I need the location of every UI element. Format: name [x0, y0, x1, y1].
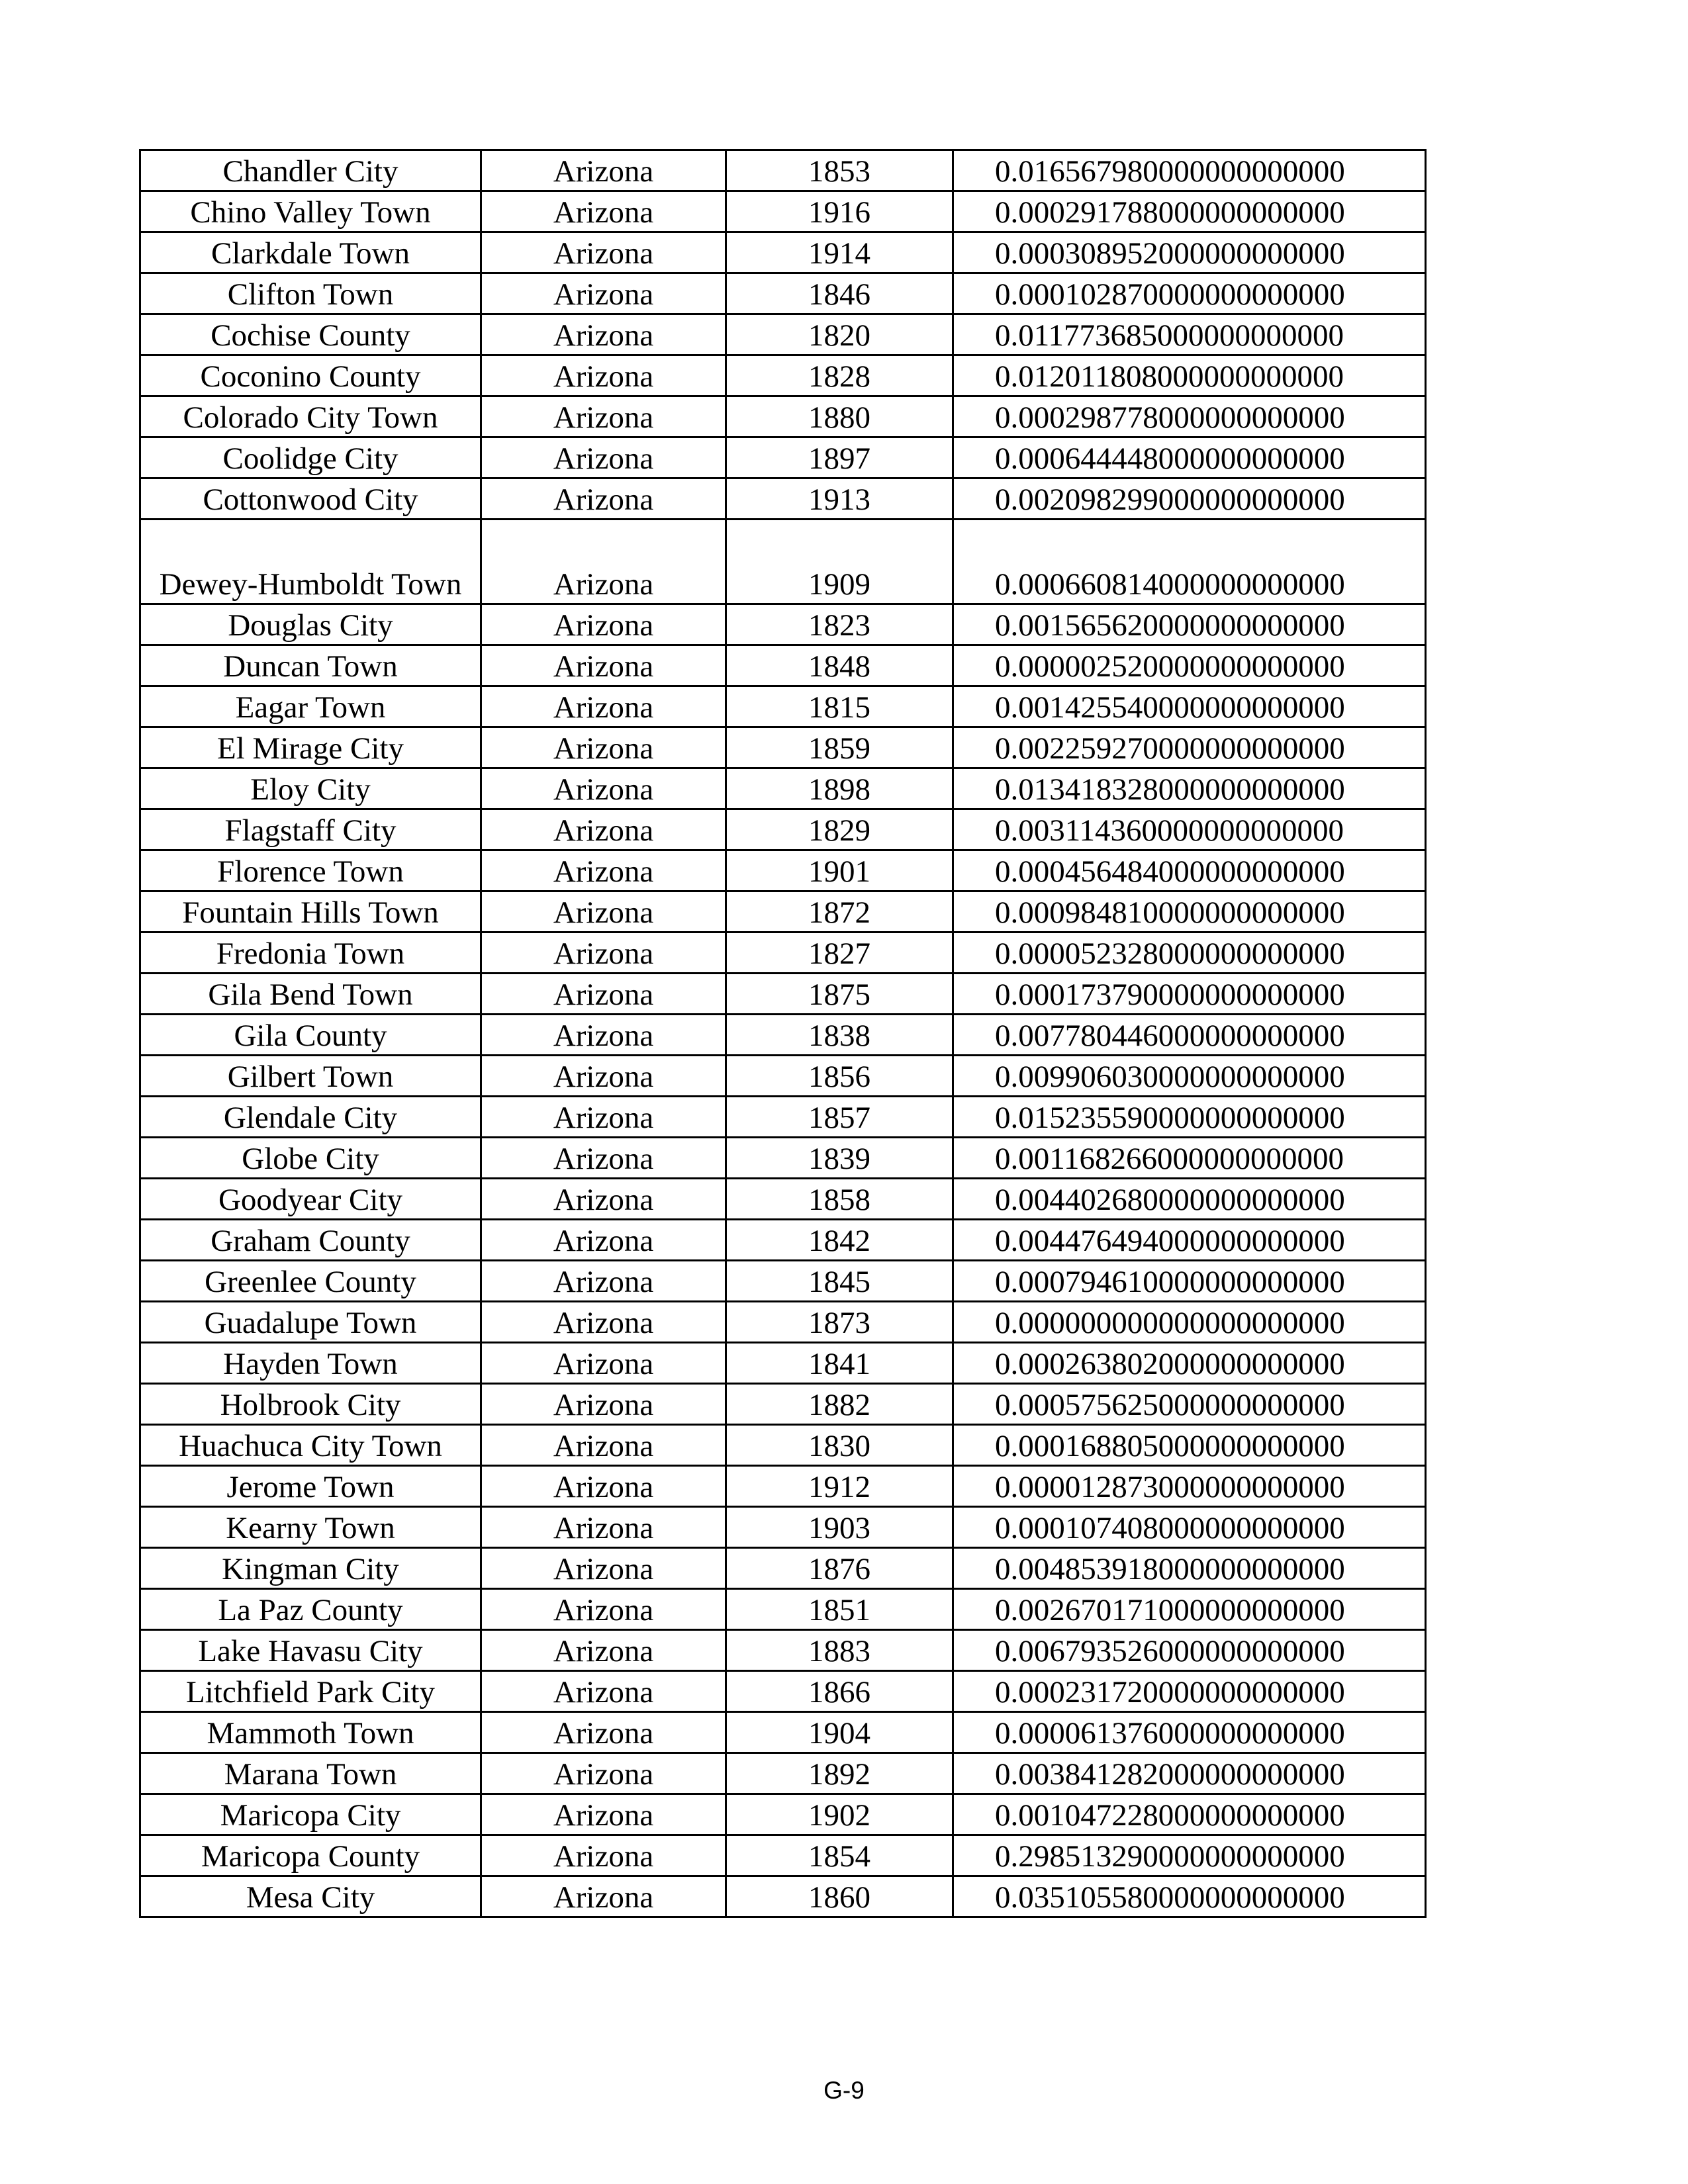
table-row — [140, 191, 1426, 232]
table-row — [140, 232, 1426, 273]
value-cell: 0.015235590000000000000 — [953, 1097, 1426, 1138]
state-cell: Arizona — [481, 1876, 726, 1917]
value-cell: 0.003114360000000000000 — [953, 809, 1426, 850]
table-row — [140, 1712, 1426, 1753]
value-cell: 0.000102870000000000000 — [953, 273, 1426, 314]
value-cell: 0.000456484000000000000 — [953, 850, 1426, 891]
state-cell: Arizona — [481, 768, 726, 809]
state-cell: Arizona — [481, 478, 726, 520]
state-cell: Arizona — [481, 809, 726, 850]
value-cell: 0.011773685000000000000 — [953, 314, 1426, 355]
entity-name-cell: Flagstaff City — [140, 809, 481, 850]
table-row — [140, 727, 1426, 768]
entity-name-cell: Glendale City — [140, 1097, 481, 1138]
table-row — [140, 150, 1426, 191]
entity-name-cell: Chino Valley Town — [140, 191, 481, 232]
entity-name-cell: El Mirage City — [140, 727, 481, 768]
state-cell: Arizona — [481, 1384, 726, 1425]
value-cell: 0.016567980000000000000 — [953, 150, 1426, 191]
id-cell: 1902 — [726, 1794, 953, 1835]
value-cell: 0.035105580000000000000 — [953, 1876, 1426, 1917]
value-cell: 0.000291788000000000000 — [953, 191, 1426, 232]
state-cell: Arizona — [481, 727, 726, 768]
table-row — [140, 396, 1426, 437]
value-cell: 0.000168805000000000000 — [953, 1425, 1426, 1466]
state-cell: Arizona — [481, 1261, 726, 1302]
state-cell: Arizona — [481, 1753, 726, 1794]
value-cell: 0.007780446000000000000 — [953, 1015, 1426, 1056]
id-cell: 1815 — [726, 686, 953, 727]
table-row — [140, 768, 1426, 809]
entity-name-cell: Fountain Hills Town — [140, 891, 481, 933]
id-cell: 1897 — [726, 437, 953, 478]
value-cell: 0.000061376000000000000 — [953, 1712, 1426, 1753]
entity-name-cell: Clarkdale Town — [140, 232, 481, 273]
table-row — [140, 1835, 1426, 1876]
entity-name-cell: Fredonia Town — [140, 933, 481, 974]
entity-name-cell: Kearny Town — [140, 1507, 481, 1548]
value-cell: 0.013418328000000000000 — [953, 768, 1426, 809]
table-row — [140, 1466, 1426, 1507]
entity-name-cell: Mesa City — [140, 1876, 481, 1917]
entity-name-cell: Maricopa City — [140, 1794, 481, 1835]
id-cell: 1848 — [726, 645, 953, 686]
table-row — [140, 1425, 1426, 1466]
id-cell: 1856 — [726, 1056, 953, 1097]
value-cell: 0.004402680000000000000 — [953, 1179, 1426, 1220]
id-cell: 1880 — [726, 396, 953, 437]
id-cell: 1873 — [726, 1302, 953, 1343]
id-cell: 1830 — [726, 1425, 953, 1466]
id-cell: 1854 — [726, 1835, 953, 1876]
table-row — [140, 1261, 1426, 1302]
state-cell: Arizona — [481, 1671, 726, 1712]
entity-name-cell: Mammoth Town — [140, 1712, 481, 1753]
value-cell: 0.000263802000000000000 — [953, 1343, 1426, 1384]
id-cell: 1838 — [726, 1015, 953, 1056]
table-row — [140, 1056, 1426, 1097]
entity-name-cell: Maricopa County — [140, 1835, 481, 1876]
id-cell: 1914 — [726, 232, 953, 273]
state-cell: Arizona — [481, 850, 726, 891]
id-cell: 1829 — [726, 809, 953, 850]
state-cell: Arizona — [481, 1548, 726, 1589]
state-cell: Arizona — [481, 1835, 726, 1876]
id-cell: 1875 — [726, 974, 953, 1015]
state-cell: Arizona — [481, 933, 726, 974]
table-row — [140, 1589, 1426, 1630]
table-row — [140, 1220, 1426, 1261]
table-row — [140, 645, 1426, 686]
table-row — [140, 1548, 1426, 1589]
table-row — [140, 1138, 1426, 1179]
table-row — [140, 314, 1426, 355]
value-cell: 0.000660814000000000000 — [953, 520, 1426, 604]
state-cell: Arizona — [481, 645, 726, 686]
id-cell: 1913 — [726, 478, 953, 520]
value-cell: 0.298513290000000000000 — [953, 1835, 1426, 1876]
entity-name-cell: Eloy City — [140, 768, 481, 809]
entity-name-cell: Coolidge City — [140, 437, 481, 478]
value-cell: 0.009906030000000000000 — [953, 1056, 1426, 1097]
state-cell: Arizona — [481, 355, 726, 396]
id-cell: 1883 — [726, 1630, 953, 1671]
state-cell: Arizona — [481, 1015, 726, 1056]
id-cell: 1882 — [726, 1384, 953, 1425]
value-cell: 0.002259270000000000000 — [953, 727, 1426, 768]
value-cell: 0.001168266000000000000 — [953, 1138, 1426, 1179]
value-cell: 0.000012873000000000000 — [953, 1466, 1426, 1507]
state-cell: Arizona — [481, 1794, 726, 1835]
state-cell: Arizona — [481, 232, 726, 273]
table-row — [140, 1015, 1426, 1056]
entity-name-cell: Guadalupe Town — [140, 1302, 481, 1343]
state-cell: Arizona — [481, 891, 726, 933]
value-cell: 0.000298778000000000000 — [953, 396, 1426, 437]
table-row — [140, 891, 1426, 933]
state-cell: Arizona — [481, 1179, 726, 1220]
value-cell: 0.002098299000000000000 — [953, 478, 1426, 520]
state-cell: Arizona — [481, 1097, 726, 1138]
entity-name-cell: Clifton Town — [140, 273, 481, 314]
id-cell: 1845 — [726, 1261, 953, 1302]
value-cell: 0.001565620000000000000 — [953, 604, 1426, 645]
id-cell: 1853 — [726, 150, 953, 191]
table-row — [140, 1097, 1426, 1138]
entity-name-cell: Gila County — [140, 1015, 481, 1056]
entity-name-cell: Coconino County — [140, 355, 481, 396]
state-cell: Arizona — [481, 686, 726, 727]
table-row — [140, 1179, 1426, 1220]
table-row — [140, 437, 1426, 478]
value-cell: 0.004476494000000000000 — [953, 1220, 1426, 1261]
state-cell: Arizona — [481, 1425, 726, 1466]
id-cell: 1860 — [726, 1876, 953, 1917]
id-cell: 1904 — [726, 1712, 953, 1753]
id-cell: 1858 — [726, 1179, 953, 1220]
id-cell: 1857 — [726, 1097, 953, 1138]
entity-name-cell: Douglas City — [140, 604, 481, 645]
entity-name-cell: Globe City — [140, 1138, 481, 1179]
id-cell: 1828 — [726, 355, 953, 396]
table-row — [140, 273, 1426, 314]
entity-name-cell: Eagar Town — [140, 686, 481, 727]
state-cell: Arizona — [481, 1507, 726, 1548]
value-cell: 0.001047228000000000000 — [953, 1794, 1426, 1835]
id-cell: 1903 — [726, 1507, 953, 1548]
table-row — [140, 1384, 1426, 1425]
entity-name-cell: Cottonwood City — [140, 478, 481, 520]
state-cell: Arizona — [481, 1589, 726, 1630]
table-row — [140, 1671, 1426, 1712]
entity-name-cell: Litchfield Park City — [140, 1671, 481, 1712]
value-cell: 0.000794610000000000000 — [953, 1261, 1426, 1302]
value-cell: 0.004853918000000000000 — [953, 1548, 1426, 1589]
value-cell: 0.002670171000000000000 — [953, 1589, 1426, 1630]
state-cell: Arizona — [481, 604, 726, 645]
entity-name-cell: Marana Town — [140, 1753, 481, 1794]
table-row — [140, 1343, 1426, 1384]
entity-name-cell: Greenlee County — [140, 1261, 481, 1302]
id-cell: 1823 — [726, 604, 953, 645]
value-cell: 0.000107408000000000000 — [953, 1507, 1426, 1548]
state-cell: Arizona — [481, 1302, 726, 1343]
entity-name-cell: Holbrook City — [140, 1384, 481, 1425]
table-row — [140, 933, 1426, 974]
id-cell: 1859 — [726, 727, 953, 768]
entity-name-cell: Duncan Town — [140, 645, 481, 686]
value-cell: 0.000575625000000000000 — [953, 1384, 1426, 1425]
state-cell: Arizona — [481, 314, 726, 355]
id-cell: 1901 — [726, 850, 953, 891]
table-row — [140, 850, 1426, 891]
data-table — [139, 149, 1427, 1918]
id-cell: 1841 — [726, 1343, 953, 1384]
state-cell: Arizona — [481, 396, 726, 437]
state-cell: Arizona — [481, 273, 726, 314]
state-cell: Arizona — [481, 437, 726, 478]
id-cell: 1898 — [726, 768, 953, 809]
value-cell: 0.000644448000000000000 — [953, 437, 1426, 478]
state-cell: Arizona — [481, 1220, 726, 1261]
state-cell: Arizona — [481, 520, 726, 604]
entity-name-cell: Chandler City — [140, 150, 481, 191]
id-cell: 1839 — [726, 1138, 953, 1179]
table-row — [140, 520, 1426, 604]
state-cell: Arizona — [481, 150, 726, 191]
id-cell: 1846 — [726, 273, 953, 314]
state-cell: Arizona — [481, 191, 726, 232]
value-cell: 0.000308952000000000000 — [953, 232, 1426, 273]
state-cell: Arizona — [481, 1630, 726, 1671]
table-row — [140, 478, 1426, 520]
table-row — [140, 355, 1426, 396]
id-cell: 1851 — [726, 1589, 953, 1630]
id-cell: 1909 — [726, 520, 953, 604]
value-cell: 0.001425540000000000000 — [953, 686, 1426, 727]
table-row — [140, 604, 1426, 645]
id-cell: 1866 — [726, 1671, 953, 1712]
entity-name-cell: Florence Town — [140, 850, 481, 891]
value-cell: 0.000052328000000000000 — [953, 933, 1426, 974]
id-cell: 1827 — [726, 933, 953, 974]
state-cell: Arizona — [481, 1343, 726, 1384]
entity-name-cell: Huachuca City Town — [140, 1425, 481, 1466]
table-row — [140, 1753, 1426, 1794]
value-cell: 0.000000000000000000000 — [953, 1302, 1426, 1343]
entity-name-cell: Hayden Town — [140, 1343, 481, 1384]
id-cell: 1892 — [726, 1753, 953, 1794]
state-cell: Arizona — [481, 1056, 726, 1097]
entity-name-cell: Dewey-Humboldt Town — [140, 520, 481, 604]
value-cell: 0.003841282000000000000 — [953, 1753, 1426, 1794]
id-cell: 1842 — [726, 1220, 953, 1261]
page-number: G-9 — [823, 2077, 865, 2104]
id-cell: 1916 — [726, 191, 953, 232]
id-cell: 1820 — [726, 314, 953, 355]
table-row — [140, 809, 1426, 850]
table-row — [140, 1507, 1426, 1548]
state-cell: Arizona — [481, 1138, 726, 1179]
value-cell: 0.000231720000000000000 — [953, 1671, 1426, 1712]
table-row — [140, 1302, 1426, 1343]
entity-name-cell: Kingman City — [140, 1548, 481, 1589]
state-cell: Arizona — [481, 1712, 726, 1753]
id-cell: 1912 — [726, 1466, 953, 1507]
entity-name-cell: Lake Havasu City — [140, 1630, 481, 1671]
entity-name-cell: Gila Bend Town — [140, 974, 481, 1015]
table-row — [140, 974, 1426, 1015]
entity-name-cell: Cochise County — [140, 314, 481, 355]
value-cell: 0.012011808000000000000 — [953, 355, 1426, 396]
id-cell: 1872 — [726, 891, 953, 933]
state-cell: Arizona — [481, 974, 726, 1015]
entity-name-cell: La Paz County — [140, 1589, 481, 1630]
table-row — [140, 686, 1426, 727]
id-cell: 1876 — [726, 1548, 953, 1589]
entity-name-cell: Graham County — [140, 1220, 481, 1261]
table-row — [140, 1794, 1426, 1835]
table-body — [140, 150, 1426, 1917]
entity-name-cell: Goodyear City — [140, 1179, 481, 1220]
entity-name-cell: Gilbert Town — [140, 1056, 481, 1097]
value-cell: 0.000002520000000000000 — [953, 645, 1426, 686]
value-cell: 0.000984810000000000000 — [953, 891, 1426, 933]
entity-name-cell: Colorado City Town — [140, 396, 481, 437]
state-cell: Arizona — [481, 1466, 726, 1507]
value-cell: 0.006793526000000000000 — [953, 1630, 1426, 1671]
entity-name-cell: Jerome Town — [140, 1466, 481, 1507]
table-row — [140, 1876, 1426, 1917]
value-cell: 0.000173790000000000000 — [953, 974, 1426, 1015]
table-row — [140, 1630, 1426, 1671]
